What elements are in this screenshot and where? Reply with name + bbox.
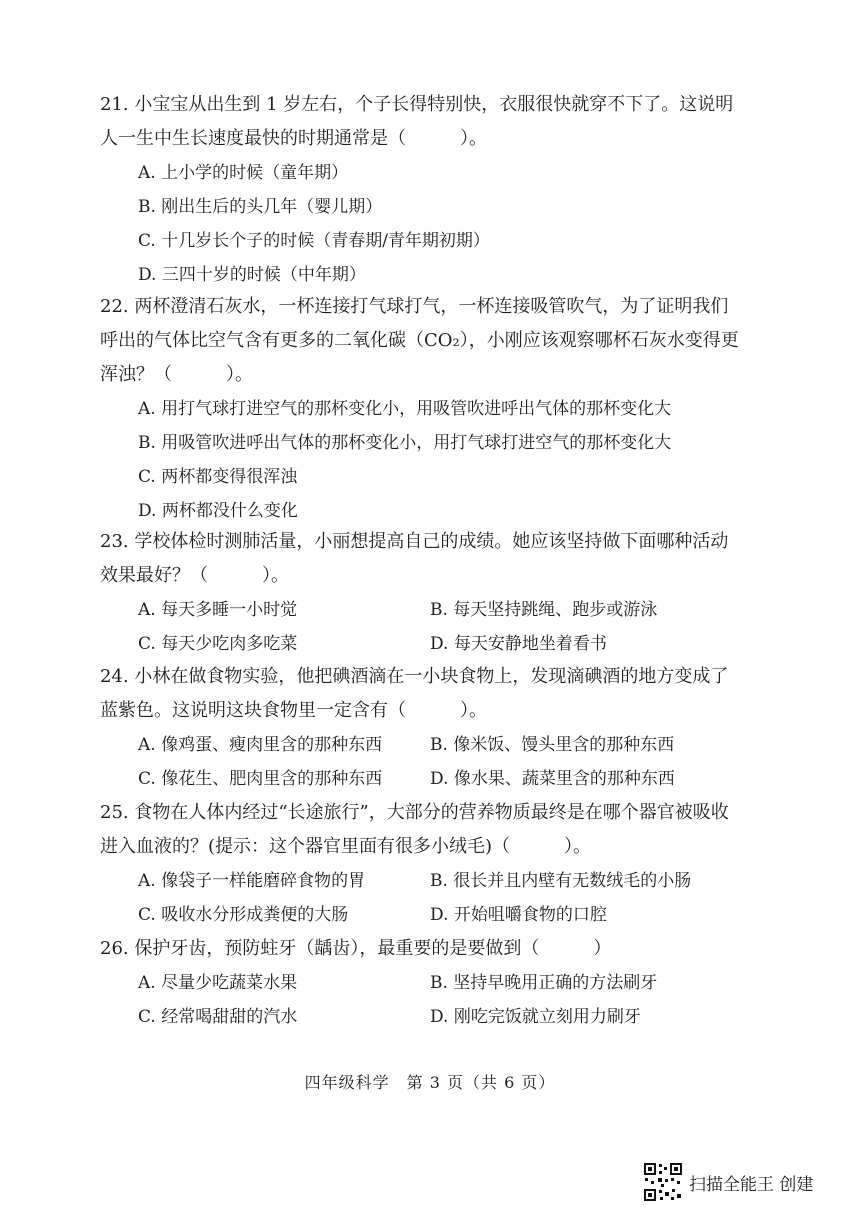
qr-code-icon [643, 1162, 683, 1202]
options [100, 392, 740, 528]
option-d: D. 开始咀嚼食物的口腔 [430, 905, 607, 925]
option-c: C. 两杯都变得很浑浊 [138, 467, 298, 487]
option-b: B. 刚出生后的头几年（婴儿期） [138, 197, 383, 217]
option-d: D. 每天安静地坐着看书 [430, 634, 607, 654]
option-row [100, 627, 740, 661]
question-23 [100, 525, 740, 661]
option-b: B. 每天坚持跳绳、跑步或游泳 [430, 600, 658, 620]
option-row [100, 966, 740, 1000]
option-row [100, 593, 740, 627]
question-26 [100, 932, 740, 1034]
option-b: B. 像米饭、馒头里含的那种东西 [430, 735, 675, 755]
option-a: A. 像袋子一样能磨碎食物的胃 [138, 871, 366, 891]
option-row [100, 1000, 740, 1034]
question-stem: 26. 保护牙齿，预防蛀牙（龋齿），最重要的是要做到（ ） [100, 938, 612, 959]
option-d: D. 刚吃完饭就立刻用力刷牙 [430, 1007, 641, 1027]
question-stem: 24. 小林在做食物实验，他把碘酒滴在一小块食物上，发现滴碘酒的地方变成了蓝紫色。这说明这块食物里一定含有（ ）。 [100, 666, 729, 721]
scanner-watermark [643, 1162, 813, 1202]
option-d: D. 三四十岁的时候（中年期） [138, 265, 366, 285]
option-a: A. 用打气球打进空气的那杯变化小，用吸管吹进呼出气体的那杯变化大 [138, 399, 672, 419]
option-a: A. 尽量少吃蔬菜水果 [138, 973, 298, 993]
option-a: A. 像鸡蛋、瘦肉里含的那种东西 [138, 735, 383, 755]
option-c: C. 像花生、肥肉里含的那种东西 [138, 769, 383, 789]
page-footer: 四年级科学 第 3 页（共 6 页） [304, 1073, 556, 1092]
option-b: B. 用吸管吹进呼出气体的那杯变化小，用打气球打进空气的那杯变化大 [138, 433, 672, 453]
option-d: D. 两杯都没什么变化 [138, 501, 298, 521]
options [100, 156, 740, 292]
question-25 [100, 796, 740, 932]
watermark-text: 扫描全能王 创建 [689, 1174, 814, 1195]
option-row [100, 728, 740, 762]
option-c: C. 每天少吃肉多吃菜 [138, 634, 298, 654]
question-24 [100, 660, 740, 796]
option-row [100, 864, 740, 898]
option-row [100, 762, 740, 796]
option-a: A. 上小学的时候（童年期） [138, 163, 349, 183]
option-row [100, 898, 740, 932]
option-b: B. 很长并且内壁有无数绒毛的小肠 [430, 871, 692, 891]
question-stem: 25. 食物在人体内经过“长途旅行”，大部分的营养物质最终是在哪个器官被吸收进入血液的？(提示：这个器官里面有很多小绒毛)（ ）。 [100, 802, 729, 857]
option-d: D. 像水果、蔬菜里含的那种东西 [430, 769, 675, 789]
question-21 [100, 88, 740, 292]
question-stem: 21. 小宝宝从出生到 1 岁左右，个子长得特别快，衣服很快就穿不下了。这说明人一生中生长速度最快的时期通常是（ ）。 [100, 94, 734, 149]
question-stem: 23. 学校体检时测肺活量，小丽想提高自己的成绩。她应该坚持做下面哪种活动效果最好？（ ）。 [100, 531, 729, 586]
question-stem: 22. 两杯澄清石灰水，一杯连接打气球打气，一杯连接吸管吹气，为了证明我们呼出的气体比空气含有更多的二氧化碳（CO₂），小刚应该观察哪杯石灰水变得更浑浊？（ ）。 [100, 296, 739, 385]
option-a: A. 每天多睡一小时觉 [138, 600, 298, 620]
option-c: C. 吸收水分形成粪便的大肠 [138, 905, 349, 925]
option-c: C. 十几岁长个子的时候（青春期/青年期初期） [138, 231, 490, 251]
option-c: C. 经常喝甜甜的汽水 [138, 1007, 298, 1027]
option-b: B. 坚持早晚用正确的方法刷牙 [430, 973, 658, 993]
question-22 [100, 290, 740, 528]
